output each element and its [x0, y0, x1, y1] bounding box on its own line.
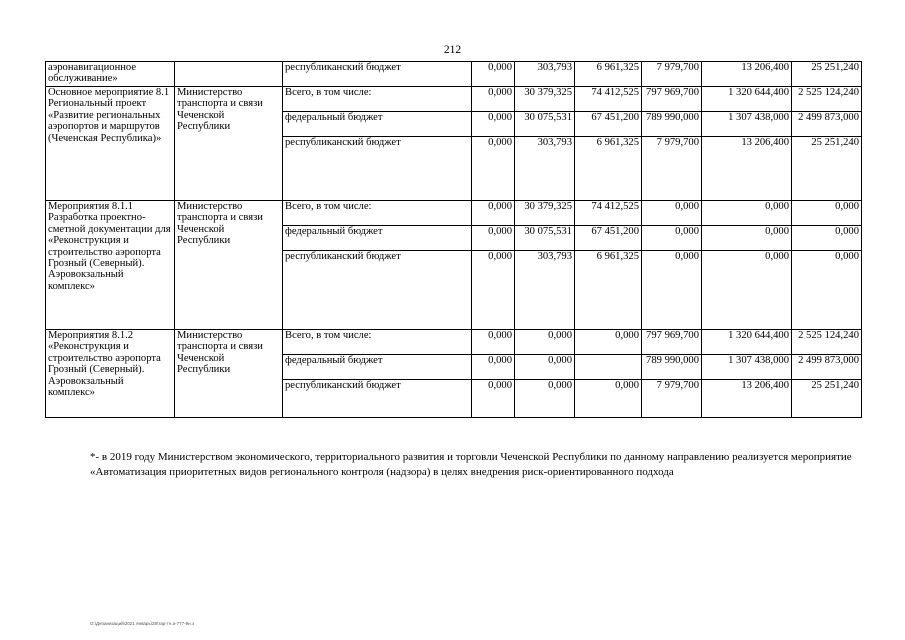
value-cell: 0,000 — [575, 330, 642, 355]
value-cell: 303,793 — [515, 137, 575, 201]
value-cell: 30 379,325 — [515, 87, 575, 112]
value-cell: 13 206,400 — [702, 380, 792, 418]
value-cell: 30 075,531 — [515, 112, 575, 137]
funding-source-cell: Всего, в том числе: — [283, 201, 472, 226]
value-cell: 0,000 — [515, 355, 575, 380]
measure-name-cell: Мероприятия 8.1.2 «Реконструкция и строительство аэропорта Грозный (Северный). Аэровокзальный комплекс» — [46, 330, 175, 418]
value-cell: 0,000 — [472, 137, 515, 201]
funding-source-cell: республиканский бюджет — [283, 137, 472, 201]
value-cell: 0,000 — [792, 251, 862, 330]
value-cell: 30 379,325 — [515, 201, 575, 226]
value-cell — [575, 355, 642, 380]
value-cell: 7 979,700 — [642, 380, 702, 418]
organization-cell: Министерство транспорта и связи Чеченской Республики — [175, 87, 283, 201]
value-cell: 797 969,700 — [642, 87, 702, 112]
value-cell: 7 979,700 — [642, 62, 702, 87]
value-cell: 797 969,700 — [642, 330, 702, 355]
value-cell: 0,000 — [472, 226, 515, 251]
funding-source-cell: республиканский бюджет — [283, 62, 472, 87]
value-cell: 1 307 438,000 — [702, 355, 792, 380]
value-cell: 25 251,240 — [792, 380, 862, 418]
funding-source-cell: республиканский бюджет — [283, 251, 472, 330]
value-cell: 13 206,400 — [702, 137, 792, 201]
funding-source-cell: федеральный бюджет — [283, 112, 472, 137]
value-cell: 0,000 — [515, 330, 575, 355]
value-cell: 303,793 — [515, 62, 575, 87]
value-cell: 0,000 — [472, 112, 515, 137]
value-cell: 0,000 — [792, 226, 862, 251]
funding-source-cell: федеральный бюджет — [283, 226, 472, 251]
value-cell: 0,000 — [472, 330, 515, 355]
file-path-footer: G:\Депанизаций\2021 январь\28\тар-тн.а-777-9н.э — [90, 621, 195, 626]
table-row — [46, 87, 862, 112]
value-cell: 1 320 644,400 — [702, 330, 792, 355]
table-row — [46, 62, 862, 87]
measure-name-cell: Основное мероприятие 8.1 Региональный проект «Развитие региональных аэропортов и маршрутов (Чеченская Республика)» — [46, 87, 175, 201]
page-number: 212 — [443, 44, 462, 56]
value-cell: 1 320 644,400 — [702, 87, 792, 112]
value-cell: 0,000 — [642, 251, 702, 330]
funding-source-cell: Всего, в том числе: — [283, 330, 472, 355]
value-cell: 0,000 — [702, 226, 792, 251]
value-cell: 0,000 — [702, 201, 792, 226]
value-cell: 13 206,400 — [702, 62, 792, 87]
value-cell: 0,000 — [472, 62, 515, 87]
value-cell: 0,000 — [472, 251, 515, 330]
value-cell: 6 961,325 — [575, 251, 642, 330]
value-cell: 2 499 873,000 — [792, 355, 862, 380]
funding-source-cell: Всего, в том числе: — [283, 87, 472, 112]
organization-cell — [175, 62, 283, 87]
table-row — [46, 201, 862, 226]
value-cell: 1 307 438,000 — [702, 112, 792, 137]
value-cell: 0,000 — [472, 201, 515, 226]
value-cell: 30 075,531 — [515, 226, 575, 251]
value-cell: 6 961,325 — [575, 137, 642, 201]
value-cell: 6 961,325 — [575, 62, 642, 87]
value-cell: 0,000 — [515, 380, 575, 418]
funding-source-cell: республиканский бюджет — [283, 380, 472, 418]
value-cell: 0,000 — [702, 251, 792, 330]
value-cell: 74 412,525 — [575, 201, 642, 226]
value-cell: 0,000 — [472, 355, 515, 380]
value-cell: 789 990,000 — [642, 112, 702, 137]
value-cell: 0,000 — [642, 226, 702, 251]
value-cell: 2 499 873,000 — [792, 112, 862, 137]
value-cell: 303,793 — [515, 251, 575, 330]
value-cell: 0,000 — [642, 201, 702, 226]
value-cell: 67 451,200 — [575, 112, 642, 137]
value-cell: 25 251,240 — [792, 62, 862, 87]
funding-source-cell: федеральный бюджет — [283, 355, 472, 380]
value-cell: 2 525 124,240 — [792, 87, 862, 112]
value-cell: 67 451,200 — [575, 226, 642, 251]
measure-name-cell: аэронавигационное обслуживание» — [46, 62, 175, 87]
footnote: *- в 2019 году Министерством экономического, территориального развития и торговли Чеченской Республики по данному направлению реализуется мероприятие «Автоматизация приоритетных видов регионального контроля (надзора) в целях внедрения риск-ориентированного подхода — [90, 451, 852, 478]
value-cell: 2 525 124,240 — [792, 330, 862, 355]
value-cell: 25 251,240 — [792, 137, 862, 201]
value-cell: 0,000 — [472, 380, 515, 418]
table-row — [46, 330, 862, 355]
measure-name-cell: Мероприятия 8.1.1 Разработка проектно-сметной документации для «Реконструкция и строительство аэропорта Грозный (Северный). Аэровокзальный комплекс» — [46, 201, 175, 330]
organization-cell: Министерство транспорта и связи Чеченской Республики — [175, 201, 283, 330]
value-cell: 789 990,000 — [642, 355, 702, 380]
budget-table — [45, 61, 862, 418]
organization-cell: Министерство транспорта и связи Чеченской Республики — [175, 330, 283, 418]
value-cell: 7 979,700 — [642, 137, 702, 201]
value-cell: 0,000 — [792, 201, 862, 226]
value-cell: 0,000 — [472, 87, 515, 112]
value-cell: 74 412,525 — [575, 87, 642, 112]
value-cell: 0,000 — [575, 380, 642, 418]
